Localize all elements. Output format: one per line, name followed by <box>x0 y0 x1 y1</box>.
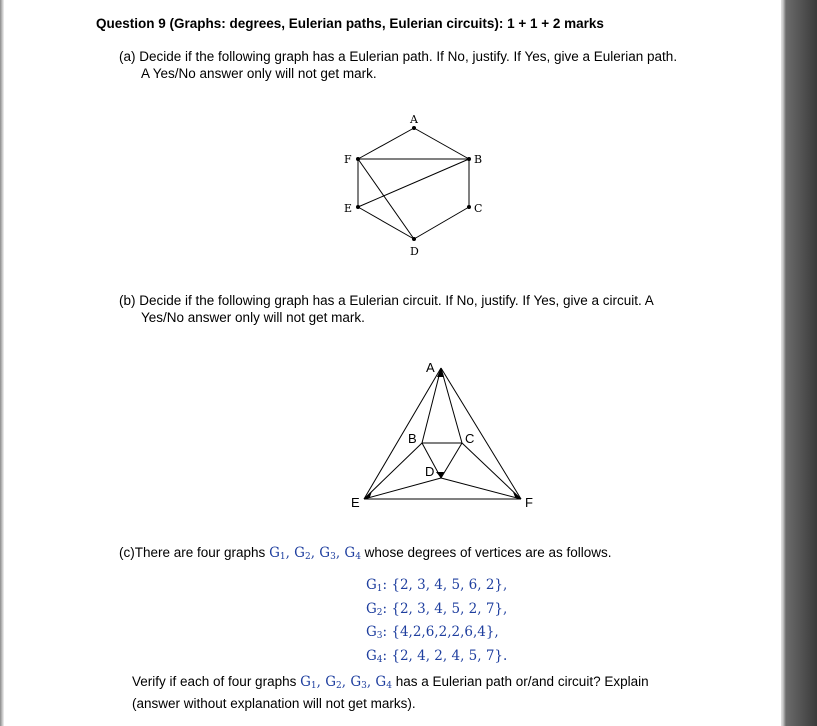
label-b-d: D <box>425 464 435 479</box>
edge-b-b-e <box>364 443 422 499</box>
edge-b-a-f <box>441 368 521 499</box>
page-left-edge <box>0 0 4 726</box>
part-c-intro-suffix: whose degrees of vertices are as follows. <box>360 545 612 560</box>
label-b-c: C <box>465 431 475 446</box>
label-f: F <box>344 153 352 166</box>
degree-sequences <box>366 576 507 670</box>
label-d: D <box>410 245 419 258</box>
part-b-line1: (b) Decide if the following graph has a Eulerian circuit. If No, justify. If Yes, give a circuit. A <box>119 293 654 308</box>
graph-list-g1-g4: $G_1$, $G_2$, $G_3$, $G_4$ <box>269 545 361 562</box>
vertex-c <box>467 205 471 209</box>
label-b-a: A <box>426 360 435 375</box>
degree-line-g2: $G_2$: {2, 3, 4, 5, 2, 7}, <box>366 600 508 618</box>
arrow-d <box>436 472 444 478</box>
edge-b-e <box>358 159 469 207</box>
part-b-text <box>119 292 654 326</box>
degree-line-g3: $G_3$: {4,2,6,2,2,6,4}, <box>366 624 499 641</box>
edge-b-b-d <box>422 443 441 478</box>
edge-a-b <box>414 128 469 159</box>
arrow-f <box>513 492 521 499</box>
edge-b-a-e <box>364 368 441 499</box>
verify-suffix: has a Eulerian path or/and circuit? Explain <box>391 674 649 689</box>
degree-line-g1: $G_1$: {2, 3, 4, 5, 6, 2}, <box>366 577 508 594</box>
edge-e-d <box>358 207 414 239</box>
label-b: B <box>474 153 483 166</box>
label-c: C <box>474 202 483 215</box>
arrow-a <box>437 368 444 377</box>
edge-b-d-f <box>441 478 521 499</box>
edge-b-d-e <box>364 478 441 499</box>
vertex-f <box>356 157 360 161</box>
graph-list-verify: $G_1$, $G_2$, $G_3$, $G_4$ <box>300 674 392 691</box>
edge-f-d <box>358 159 414 239</box>
vertex-b <box>467 157 471 161</box>
edge-b-a-c <box>441 368 462 443</box>
viewer-right-edge <box>781 0 817 726</box>
part-c-intro-prefix: (c)There are four graphs <box>119 545 270 560</box>
part-b-line2: Yes/No answer only will not get mark. <box>141 310 365 325</box>
verify-line2: (answer without explanation will not get marks). <box>132 696 416 711</box>
part-c-verify <box>132 673 649 712</box>
vertex-d <box>412 237 416 241</box>
vertex-a <box>412 126 416 130</box>
verify-prefix: Verify if each of four graphs <box>132 674 301 689</box>
label-b-f: F <box>525 495 533 510</box>
edge-b-a-b <box>422 368 441 443</box>
part-a-line1: (a) Decide if the following graph has a Eulerian path. If No, justify. If Yes, give a Eulerian path. <box>119 49 678 64</box>
part-a-text <box>119 48 677 82</box>
label-a: A <box>410 113 418 126</box>
vertex-e <box>356 205 360 209</box>
label-b-b: B <box>408 431 417 446</box>
part-a-line2: A Yes/No answer only will not get mark. <box>141 66 377 81</box>
arrow-e <box>364 491 372 499</box>
part-c-intro <box>119 544 612 566</box>
question-title: Question 9 (Graphs: degrees, Eulerian paths, Eulerian circuits): 1 + 1 + 2 marks <box>96 16 604 31</box>
label-e: E <box>344 202 353 215</box>
edge-b-c-d <box>441 443 462 478</box>
edge-b-c-f <box>462 443 521 499</box>
edge-c-d <box>414 207 469 239</box>
degree-line-g4: $G_4$: {2, 4, 2, 4, 5, 7}. <box>366 647 508 665</box>
edge-a-f <box>358 128 414 159</box>
label-b-e: E <box>351 495 360 510</box>
